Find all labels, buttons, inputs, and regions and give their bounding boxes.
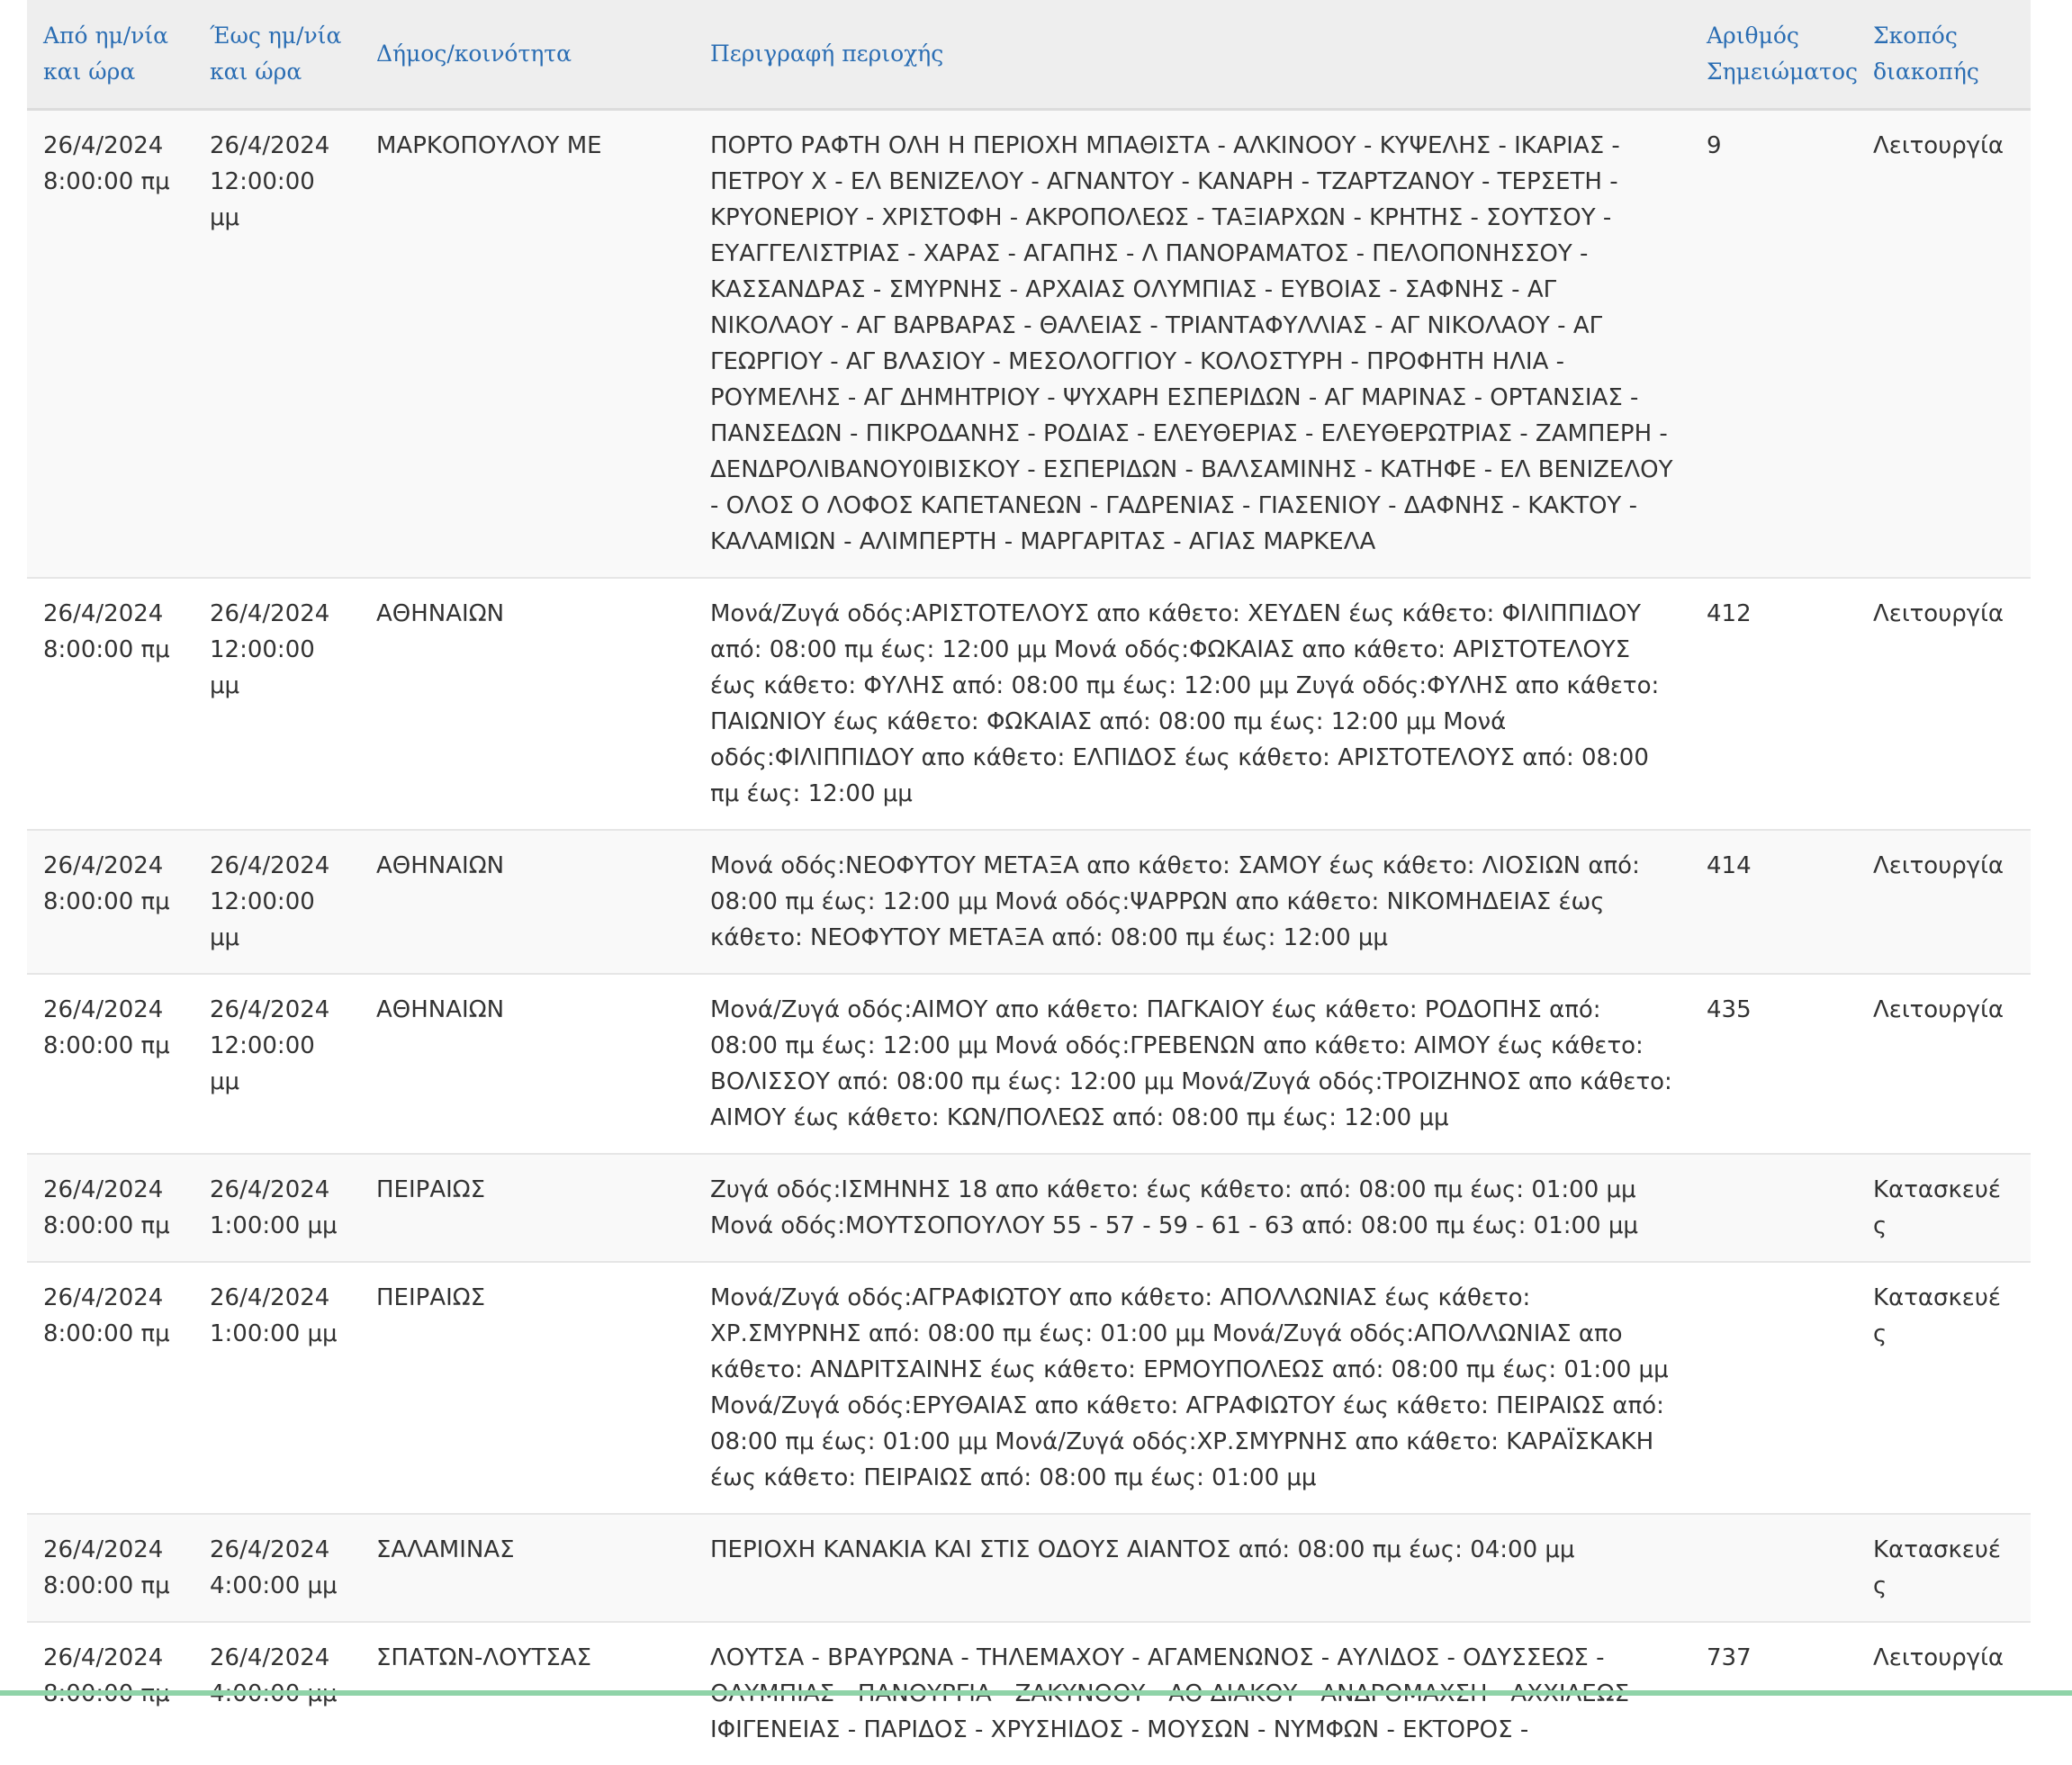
cell-municipality: ΑΘΗΝΑΙΩΝ (360, 974, 694, 1154)
header-row (27, 0, 2031, 110)
cell-to: 26/4/2024 4:00:00 μμ (194, 1514, 360, 1622)
header-to[interactable]: Έως ημ/νία και ώρα (194, 0, 360, 110)
cell-description: Μονά/Ζυγά οδός:ΑΙΜΟΥ απο κάθετο: ΠΑΓΚΑΙΟΥ έως κάθετο: ΡΟΔΟΠΗΣ από: 08:00 πμ έως: 12:00 μμ Μονά οδός:ΓΡΕΒΕΝΩΝ απο κάθετο: ΑΙΜΟΥ έως κάθετο: ΒΟΛΙΣΣΟΥ από: 08:00 πμ έως: 12:00 μμ Μονά/Ζυγά οδός:ΤΡΟΙΖΗΝΟΣ απο κάθετο: ΑΙΜΟΥ έως κάθετο: ΚΩΝ/ΠΟΛΕΩΣ από: 08:00 πμ έως: 12:00 μμ (694, 974, 1690, 1154)
cell-to: 26/4/2024 1:00:00 μμ (194, 1262, 360, 1514)
cell-note-number: 9 (1690, 110, 1857, 579)
cell-from: 26/4/2024 8:00:00 πμ (27, 1262, 194, 1514)
cell-to: 26/4/2024 12:00:00 μμ (194, 974, 360, 1154)
cell-description: Μονά οδός:ΝΕΟΦΥΤΟΥ ΜΕΤΑΞΑ απο κάθετο: ΣΑΜΟΥ έως κάθετο: ΛΙΟΣΙΩΝ από: 08:00 πμ έως: 12:00 μμ Μονά οδός:ΨΑΡΡΩΝ απο κάθετο: ΝΙΚΟΜΗΔΕΙΑΣ έως κάθετο: ΝΕΟΦΥΤΟΥ ΜΕΤΑΞΑ από: 08:00 πμ έως: 12:00 μμ (694, 830, 1690, 974)
cell-purpose: Κατασκευές (1857, 1154, 2031, 1262)
header-note-number[interactable]: Αριθμός Σημειώματος (1690, 0, 1857, 110)
cell-description: Μονά/Ζυγά οδός:ΑΓΡΑΦΙΩΤΟΥ απο κάθετο: ΑΠΟΛΛΩΝΙΑΣ έως κάθετο: ΧΡ.ΣΜΥΡΝΗΣ από: 08:00 πμ έως: 01:00 μμ Μονά/Ζυγά οδός:ΑΠΟΛΛΩΝΙΑΣ απο κάθετο: ΑΝΔΡΙΤΣΑΙΝΗΣ έως κάθετο: ΕΡΜΟΥΠΟΛΕΩΣ από: 08:00 πμ έως: 01:00 μμ Μονά/Ζυγά οδός:ΕΡΥΘΑΙΑΣ απο κάθετο: ΑΓΡΑΦΙΩΤΟΥ έως κάθετο: ΠΕΙΡΑΙΩΣ από: 08:00 πμ έως: 01:00 μμ Μονά/Ζυγά οδός:ΧΡ.ΣΜΥΡΝΗΣ απο κάθετο: ΚΑΡΑΪΣΚΑΚΗ έως κάθετο: ΠΕΙΡΑΙΩΣ από: 08:00 πμ έως: 01:00 μμ (694, 1262, 1690, 1514)
cell-municipality: ΠΕΙΡΑΙΩΣ (360, 1262, 694, 1514)
table-row (27, 1262, 2031, 1514)
header-municipality[interactable]: Δήμος/κοινότητα (360, 0, 694, 110)
table-row (27, 1514, 2031, 1622)
cell-from: 26/4/2024 8:00:00 πμ (27, 974, 194, 1154)
cell-description: ΠΟΡΤΟ ΡΑΦΤΗ ΟΛΗ Η ΠΕΡΙΟΧΗ ΜΠΑΘΙΣΤΑ - ΑΛΚΙΝΟΟΥ - ΚΥΨΕΛΗΣ - ΙΚΑΡΙΑΣ - ΠΕΤΡΟΥ Χ - ΕΛ ΒΕΝΙΖΕΛΟΥ - ΑΓΝΑΝΤΟΥ - ΚΑΝΑΡΗ - ΤΖΑΡΤΖΑΝΟΥ - ΤΕΡΣΕΤΗ - ΚΡΥΟΝΕΡΙΟΥ - ΧΡΙΣΤΟΦΗ - ΑΚΡΟΠΟΛΕΩΣ - ΤΑΞΙΑΡΧΩΝ - ΚΡΗΤΗΣ - ΣΟΥΤΣΟΥ - ΕΥΑΓΓΕΛΙΣΤΡΙΑΣ - ΧΑΡΑΣ - ΑΓΑΠΗΣ - Λ ΠΑΝΟΡΑΜΑΤΟΣ - ΠΕΛΟΠΟΝΗΣΣΟΥ - ΚΑΣΣΑΝΔΡΑΣ - ΣΜΥΡΝΗΣ - ΑΡΧΑΙΑΣ ΟΛΥΜΠΙΑΣ - ΕΥΒΟΙΑΣ - ΣΑΦΝΗΣ - ΑΓ ΝΙΚΟΛΑΟΥ - ΑΓ ΒΑΡΒΑΡΑΣ - ΘΑΛΕΙΑΣ - ΤΡΙΑΝΤΑΦΥΛΛΙΑΣ - ΑΓ ΝΙΚΟΛΑΟΥ - ΑΓ ΓΕΩΡΓΙΟΥ - ΑΓ ΒΛΑΣΙΟΥ - ΜΕΣΟΛΟΓΓΙΟΥ - ΚΟΛΟΣΤΥΡΗ - ΠΡΟΦΗΤΗ ΗΛΙΑ - ΡΟΥΜΕΛΗΣ - ΑΓ ΔΗΜΗΤΡΙΟΥ - ΨΥΧΑΡΗ ΕΣΠΕΡΙΔΩΝ - ΑΓ ΜΑΡΙΝΑΣ - ΟΡΤΑΝΣΙΑΣ - ΠΑΝΣΕΔΩΝ - ΠΙΚΡΟΔΑΝΗΣ - ΡΟΔΙΑΣ - ΕΛΕΥΘΕΡΙΑΣ - ΕΛΕΥΘΕΡΩΤΡΙΑΣ - ΖΑΜΠΕΡΗ - ΔΕΝΔΡΟΛΙΒΑΝΟΥ0ΙΒΙΣΚΟΥ - ΕΣΠΕΡΙΔΩΝ - ΒΑΛΣΑΜΙΝΗΣ - ΚΑΤΗΦΕ - ΕΛ ΒΕΝΙΖΕΛΟΥ - ΟΛΟΣ Ο ΛΟΦΟΣ ΚΑΠΕΤΑΝΕΩΝ - ΓΑΔΡΕΝΙΑΣ - ΓΙΑΣΕΝΙΟΥ - ΔΑΦΝΗΣ - ΚΑΚΤΟΥ - ΚΑΛΑΜΙΩΝ - ΑΛΙΜΠΕΡΤΗ - ΜΑΡΓΑΡΙΤΑΣ - ΑΓΙΑΣ ΜΑΡΚΕΛΑ (694, 110, 1690, 579)
page-bottom-bar (0, 1690, 2072, 1696)
cell-from: 26/4/2024 8:00:00 πμ (27, 578, 194, 830)
cell-note-number: 414 (1690, 830, 1857, 974)
cell-description: ΛΟΥΤΣΑ - ΒΡΑΥΡΩΝΑ - ΤΗΛΕΜΑΧΟΥ - ΑΓΑΜΕΝΩΝΟΣ - ΑΥΛΙΔΟΣ - ΟΔΥΣΣΕΩΣ - ΙΦΙΓΕΝΕΙΑΣ - ΠΑΡΙΔΟΣ - ΧΡΥΣΗΙΔΟΣ - ΜΟΥΣΩΝ - ΝΥΜΦΩΝ - ΕΚΤΟΡΟΣ - (694, 1622, 1690, 1765)
table-row (27, 1154, 2031, 1262)
outage-table (27, 0, 2031, 1765)
cell-note-number (1690, 1154, 1857, 1262)
table-row (27, 578, 2031, 830)
cell-to: 26/4/2024 (194, 1622, 360, 1765)
cell-municipality: ΑΘΗΝΑΙΩΝ (360, 830, 694, 974)
cell-note-number (1690, 1514, 1857, 1622)
cell-from: 26/4/2024 8:00:00 πμ (27, 1154, 194, 1262)
header-from[interactable]: Από ημ/νία και ώρα (27, 0, 194, 110)
table-header (27, 0, 2031, 110)
cell-note-number (1690, 1262, 1857, 1514)
cell-to: 26/4/2024 12:00:00 μμ (194, 830, 360, 974)
cell-municipality: ΣΠΑΤΩΝ-ΛΟΥΤΣΑΣ (360, 1622, 694, 1765)
cell-note-number: 435 (1690, 974, 1857, 1154)
cell-purpose: Λειτουργία (1857, 974, 2031, 1154)
cell-to: 26/4/2024 12:00:00 μμ (194, 578, 360, 830)
cell-from: 26/4/2024 8:00:00 πμ (27, 830, 194, 974)
cell-municipality: ΠΕΙΡΑΙΩΣ (360, 1154, 694, 1262)
cell-from: 26/4/2024 (27, 1622, 194, 1765)
table-row (27, 974, 2031, 1154)
cell-from: 26/4/2024 8:00:00 πμ (27, 1514, 194, 1622)
header-purpose[interactable]: Σκοπός διακοπής (1857, 0, 2031, 110)
cell-purpose: Κατασκευές (1857, 1514, 2031, 1622)
cell-description: Μονά/Ζυγά οδός:ΑΡΙΣΤΟΤΕΛΟΥΣ απο κάθετο: ΧΕΥΔΕΝ έως κάθετο: ΦΙΛΙΠΠΙΔΟΥ από: 08:00 πμ έως: 12:00 μμ Μονά οδός:ΦΩΚΑΙΑΣ απο κάθετο: ΑΡΙΣΤΟΤΕΛΟΥΣ έως κάθετο: ΦΥΛΗΣ από: 08:00 πμ έως: 12:00 μμ Ζυγά οδός:ΦΥΛΗΣ απο κάθετο: ΠΑΙΩΝΙΟΥ έως κάθετο: ΦΩΚΑΙΑΣ από: 08:00 πμ έως: 12:00 μμ Μονά οδός:ΦΙΛΙΠΠΙΔΟΥ απο κάθετο: ΕΛΠΙΔΟΣ έως κάθετο: ΑΡΙΣΤΟΤΕΛΟΥΣ από: 08:00 πμ έως: 12:00 μμ (694, 578, 1690, 830)
cell-municipality: ΜΑΡΚΟΠΟΥΛΟΥ ΜΕ (360, 110, 694, 579)
cell-to: 26/4/2024 1:00:00 μμ (194, 1154, 360, 1262)
cell-purpose: Λειτουργία (1857, 1622, 2031, 1765)
header-description[interactable]: Περιγραφή περιοχής (694, 0, 1690, 110)
table-body (27, 110, 2031, 1765)
cell-purpose: Λειτουργία (1857, 110, 2031, 579)
cell-purpose: Κατασκευές (1857, 1262, 2031, 1514)
cell-to: 26/4/2024 12:00:00 μμ (194, 110, 360, 579)
cell-note-number: 737 (1690, 1622, 1857, 1765)
cell-note-number: 412 (1690, 578, 1857, 830)
cell-purpose: Λειτουργία (1857, 578, 2031, 830)
cell-municipality: ΣΑΛΑΜΙΝΑΣ (360, 1514, 694, 1622)
table-row (27, 110, 2031, 579)
cell-municipality: ΑΘΗΝΑΙΩΝ (360, 578, 694, 830)
outage-table-container (27, 0, 2031, 1696)
cell-description: Ζυγά οδός:ΙΣΜΗΝΗΣ 18 απο κάθετο: έως κάθετο: από: 08:00 πμ έως: 01:00 μμ Μονά οδός:ΜΟΥΤΣΟΠΟΥΛΟΥ 55 - 57 - 59 - 61 - 63 από: 08:00 πμ έως: 01:00 μμ (694, 1154, 1690, 1262)
cell-purpose: Λειτουργία (1857, 830, 2031, 974)
table-row (27, 830, 2031, 974)
cell-description: ΠΕΡΙΟΧΗ ΚΑΝΑΚΙΑ ΚΑΙ ΣΤΙΣ ΟΔΟΥΣ ΑΙΑΝΤΟΣ από: 08:00 πμ έως: 04:00 μμ (694, 1514, 1690, 1622)
cell-from: 26/4/2024 8:00:00 πμ (27, 110, 194, 579)
